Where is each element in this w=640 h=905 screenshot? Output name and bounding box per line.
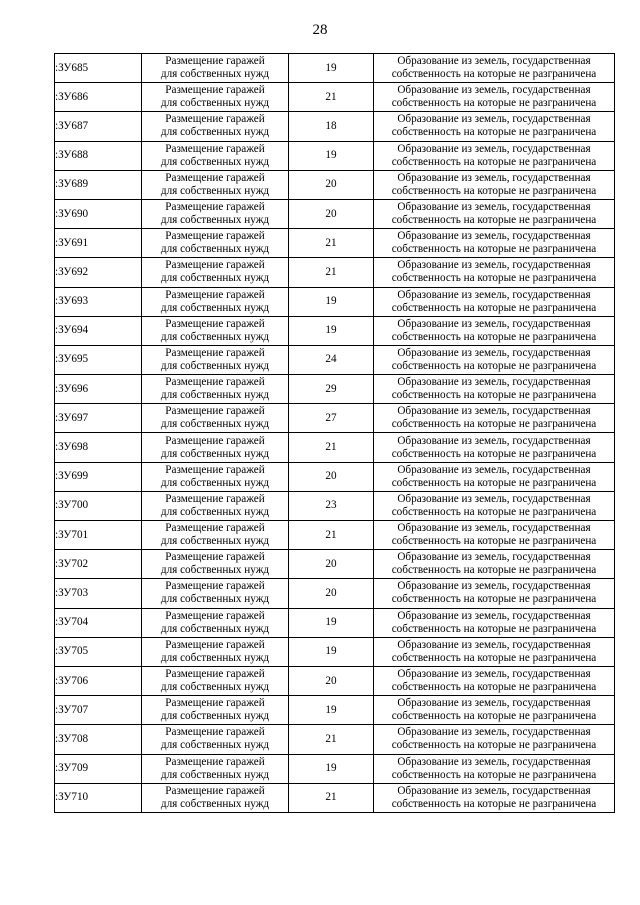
permitted-use-line-1: Размещение гаражей [165, 463, 265, 476]
parcel-id: :ЗУ700 [55, 499, 89, 512]
formation-method-line-2: собственность на которые не разграничена [391, 155, 597, 168]
table-row [55, 404, 615, 433]
parcel-id: :ЗУ701 [55, 528, 89, 541]
parcel-id: :ЗУ703 [55, 586, 89, 599]
area-cell [289, 666, 374, 695]
area-cell [289, 579, 374, 608]
permitted-use-line-2: для собственных нужд [160, 301, 270, 314]
formation-method-line-2: собственность на которые не разграничена [391, 243, 597, 256]
table-row [55, 170, 615, 199]
table-row [55, 637, 615, 666]
formation-method-line-1: Образование из земель, государственная [397, 113, 591, 126]
formation-method-line-1: Образование из земель, государственная [397, 405, 591, 418]
formation-method-line-2: собственность на которые не разграничена [391, 622, 597, 635]
parcel-id-cell [55, 404, 142, 433]
parcel-id-cell [55, 433, 142, 462]
parcel-id-cell [55, 316, 142, 345]
formation-method-line-2: собственность на которые не разграничена [391, 330, 597, 343]
permitted-use-line-2: для собственных нужд [160, 476, 270, 489]
parcel-id-cell [55, 112, 142, 141]
parcel-id: :ЗУ687 [55, 119, 89, 132]
permitted-use-line-2: для собственных нужд [160, 389, 270, 402]
parcel-id: :ЗУ685 [55, 61, 89, 74]
permitted-use-line-2: для собственных нужд [160, 447, 270, 460]
formation-method-line-2: собственность на которые не разграничена [391, 651, 597, 664]
area-cell [289, 521, 374, 550]
permitted-use-line-1: Размещение гаражей [165, 376, 265, 389]
formation-method-line-2: собственность на которые не разграничена [391, 214, 597, 227]
area-value: 19 [325, 324, 337, 337]
area-cell [289, 229, 374, 258]
parcel-id: :ЗУ697 [55, 411, 89, 424]
area-cell [289, 550, 374, 579]
table-row [55, 316, 615, 345]
permitted-use-line-1: Размещение гаражей [165, 259, 265, 272]
permitted-use-cell [142, 433, 289, 462]
area-value: 19 [325, 645, 337, 658]
parcel-id-cell [55, 83, 142, 112]
permitted-use-cell [142, 170, 289, 199]
table-row [55, 112, 615, 141]
parcel-id-cell [55, 141, 142, 170]
area-cell [289, 316, 374, 345]
formation-method-line-1: Образование из земель, государственная [397, 317, 591, 330]
formation-method-line-2: собственность на которые не разграничена [391, 768, 597, 781]
permitted-use-line-2: для собственных нужд [160, 681, 270, 694]
permitted-use-line-1: Размещение гаражей [165, 726, 265, 739]
area-cell [289, 287, 374, 316]
formation-method-line-1: Образование из земель, государственная [397, 638, 591, 651]
permitted-use-line-2: для собственных нужд [160, 710, 270, 723]
permitted-use-line-1: Размещение гаражей [165, 551, 265, 564]
area-value: 19 [325, 703, 337, 716]
permitted-use-line-2: для собственных нужд [160, 330, 270, 343]
area-cell [289, 462, 374, 491]
table-row [55, 696, 615, 725]
formation-method-line-2: собственность на которые не разграничена [391, 418, 597, 431]
area-value: 20 [325, 207, 337, 220]
formation-method-line-1: Образование из земель, государственная [397, 580, 591, 593]
permitted-use-cell [142, 666, 289, 695]
permitted-use-cell [142, 521, 289, 550]
formation-method-cell [374, 521, 615, 550]
parcel-id-cell [55, 229, 142, 258]
formation-method-cell [374, 316, 615, 345]
permitted-use-line-1: Размещение гаражей [165, 638, 265, 651]
table-row [55, 229, 615, 258]
permitted-use-line-1: Размещение гаражей [165, 55, 265, 68]
formation-method-cell [374, 404, 615, 433]
formation-method-line-2: собственность на которые не разграничена [391, 184, 597, 197]
area-value: 29 [325, 382, 337, 395]
formation-method-cell [374, 462, 615, 491]
permitted-use-cell [142, 83, 289, 112]
formation-method-line-1: Образование из земель, государственная [397, 784, 591, 797]
area-cell [289, 54, 374, 83]
permitted-use-cell [142, 112, 289, 141]
permitted-use-cell [142, 141, 289, 170]
table-row [55, 666, 615, 695]
area-cell [289, 433, 374, 462]
parcel-id-cell [55, 666, 142, 695]
permitted-use-line-2: для собственных нужд [160, 768, 270, 781]
formation-method-line-1: Образование из земель, государственная [397, 288, 591, 301]
formation-method-cell [374, 83, 615, 112]
permitted-use-cell [142, 579, 289, 608]
table-row [55, 54, 615, 83]
permitted-use-line-1: Размещение гаражей [165, 142, 265, 155]
formation-method-cell [374, 579, 615, 608]
parcel-id-cell [55, 258, 142, 287]
formation-method-line-2: собственность на которые не разграничена [391, 797, 597, 810]
permitted-use-cell [142, 375, 289, 404]
parcel-id: :ЗУ709 [55, 762, 89, 775]
formation-method-line-1: Образование из земель, государственная [397, 755, 591, 768]
table-row [55, 83, 615, 112]
parcel-id: :ЗУ692 [55, 265, 89, 278]
table-row [55, 579, 615, 608]
formation-method-line-2: собственность на которые не разграничена [391, 710, 597, 723]
permitted-use-line-2: для собственных нужд [160, 359, 270, 372]
area-cell [289, 170, 374, 199]
parcel-id-cell [55, 375, 142, 404]
formation-method-line-1: Образование из земель, государственная [397, 346, 591, 359]
permitted-use-line-1: Размещение гаражей [165, 317, 265, 330]
land-parcels-table [54, 53, 615, 813]
formation-method-line-2: собственность на которые не разграничена [391, 564, 597, 577]
permitted-use-line-1: Размещение гаражей [165, 113, 265, 126]
table-row [55, 462, 615, 491]
permitted-use-cell [142, 54, 289, 83]
permitted-use-line-2: для собственных нужд [160, 797, 270, 810]
area-cell [289, 199, 374, 228]
permitted-use-line-1: Размещение гаражей [165, 784, 265, 797]
parcel-id-cell [55, 199, 142, 228]
permitted-use-line-2: для собственных нужд [160, 68, 270, 81]
permitted-use-cell [142, 491, 289, 520]
permitted-use-line-1: Размещение гаражей [165, 288, 265, 301]
permitted-use-cell [142, 696, 289, 725]
formation-method-line-1: Образование из земель, государственная [397, 668, 591, 681]
parcel-id: :ЗУ693 [55, 295, 89, 308]
parcel-id: :ЗУ696 [55, 382, 89, 395]
formation-method-cell [374, 783, 615, 812]
area-value: 21 [325, 732, 337, 745]
formation-method-line-2: собственность на которые не разграничена [391, 739, 597, 752]
formation-method-line-2: собственность на которые не разграничена [391, 301, 597, 314]
area-cell [289, 112, 374, 141]
area-value: 18 [325, 119, 337, 132]
area-value: 23 [325, 499, 337, 512]
formation-method-line-2: собственность на которые не разграничена [391, 126, 597, 139]
permitted-use-line-1: Размещение гаражей [165, 755, 265, 768]
table-row [55, 345, 615, 374]
parcel-id-cell [55, 550, 142, 579]
permitted-use-line-1: Размещение гаражей [165, 230, 265, 243]
area-cell [289, 608, 374, 637]
area-value: 24 [325, 353, 337, 366]
parcel-id-cell [55, 608, 142, 637]
parcel-id-cell [55, 521, 142, 550]
area-cell [289, 754, 374, 783]
parcel-id: :ЗУ706 [55, 674, 89, 687]
formation-method-cell [374, 141, 615, 170]
parcel-id: :ЗУ704 [55, 616, 89, 629]
permitted-use-line-2: для собственных нужд [160, 564, 270, 577]
permitted-use-cell [142, 199, 289, 228]
formation-method-cell [374, 725, 615, 754]
permitted-use-line-2: для собственных нужд [160, 126, 270, 139]
formation-method-line-1: Образование из земель, государственная [397, 376, 591, 389]
formation-method-cell [374, 170, 615, 199]
permitted-use-cell [142, 550, 289, 579]
table-row [55, 754, 615, 783]
formation-method-line-1: Образование из земель, государственная [397, 492, 591, 505]
permitted-use-line-2: для собственных нужд [160, 593, 270, 606]
table-row [55, 521, 615, 550]
area-value: 21 [325, 265, 337, 278]
formation-method-line-2: собственность на которые не разграничена [391, 389, 597, 402]
formation-method-cell [374, 696, 615, 725]
formation-method-line-2: собственность на которые не разграничена [391, 535, 597, 548]
permitted-use-line-1: Размещение гаражей [165, 609, 265, 622]
parcel-id-cell [55, 579, 142, 608]
formation-method-line-2: собственность на которые не разграничена [391, 97, 597, 110]
formation-method-cell [374, 112, 615, 141]
parcel-id-cell [55, 754, 142, 783]
formation-method-cell [374, 666, 615, 695]
formation-method-cell [374, 433, 615, 462]
area-value: 21 [325, 791, 337, 804]
table-row [55, 550, 615, 579]
formation-method-cell [374, 229, 615, 258]
area-value: 27 [325, 411, 337, 424]
area-cell [289, 637, 374, 666]
area-cell [289, 491, 374, 520]
permitted-use-cell [142, 783, 289, 812]
parcel-id-cell [55, 783, 142, 812]
parcel-id-cell [55, 462, 142, 491]
permitted-use-cell [142, 608, 289, 637]
formation-method-cell [374, 54, 615, 83]
parcel-id: :ЗУ702 [55, 557, 89, 570]
formation-method-line-1: Образование из земель, государственная [397, 201, 591, 214]
area-cell [289, 404, 374, 433]
table-row [55, 141, 615, 170]
parcel-id: :ЗУ689 [55, 178, 89, 191]
table-body [55, 54, 615, 813]
area-value: 21 [325, 441, 337, 454]
permitted-use-cell [142, 462, 289, 491]
formation-method-line-2: собственность на которые не разграничена [391, 476, 597, 489]
parcel-id-cell [55, 491, 142, 520]
formation-method-line-2: собственность на которые не разграничена [391, 681, 597, 694]
area-cell [289, 83, 374, 112]
area-value: 19 [325, 616, 337, 629]
permitted-use-cell [142, 258, 289, 287]
permitted-use-line-1: Размещение гаражей [165, 405, 265, 418]
parcel-id: :ЗУ708 [55, 732, 89, 745]
permitted-use-line-2: для собственных нужд [160, 651, 270, 664]
permitted-use-line-1: Размещение гаражей [165, 522, 265, 535]
formation-method-line-1: Образование из земель, государственная [397, 142, 591, 155]
formation-method-line-2: собственность на которые не разграничена [391, 505, 597, 518]
permitted-use-line-1: Размещение гаражей [165, 346, 265, 359]
area-value: 21 [325, 528, 337, 541]
permitted-use-cell [142, 316, 289, 345]
formation-method-line-1: Образование из земель, государственная [397, 609, 591, 622]
area-value: 20 [325, 178, 337, 191]
area-value: 20 [325, 674, 337, 687]
area-value: 21 [325, 236, 337, 249]
area-value: 20 [325, 586, 337, 599]
formation-method-line-1: Образование из земель, государственная [397, 171, 591, 184]
formation-method-line-1: Образование из земель, государственная [397, 84, 591, 97]
permitted-use-line-1: Размещение гаражей [165, 434, 265, 447]
formation-method-cell [374, 345, 615, 374]
parcel-id: :ЗУ688 [55, 149, 89, 162]
table-row [55, 608, 615, 637]
area-value: 20 [325, 470, 337, 483]
table-row [55, 287, 615, 316]
parcel-id-cell [55, 287, 142, 316]
table-row [55, 199, 615, 228]
permitted-use-line-1: Размещение гаражей [165, 84, 265, 97]
formation-method-cell [374, 258, 615, 287]
formation-method-cell [374, 199, 615, 228]
formation-method-line-1: Образование из земель, государственная [397, 463, 591, 476]
permitted-use-cell [142, 229, 289, 258]
formation-method-cell [374, 491, 615, 520]
formation-method-line-1: Образование из земель, государственная [397, 434, 591, 447]
parcel-id-cell [55, 637, 142, 666]
area-cell [289, 783, 374, 812]
parcel-id: :ЗУ698 [55, 441, 89, 454]
table-row [55, 375, 615, 404]
permitted-use-line-2: для собственных нужд [160, 739, 270, 752]
permitted-use-line-1: Размещение гаражей [165, 201, 265, 214]
area-cell [289, 258, 374, 287]
permitted-use-line-2: для собственных нужд [160, 505, 270, 518]
formation-method-cell [374, 637, 615, 666]
area-cell [289, 375, 374, 404]
permitted-use-line-2: для собственных нужд [160, 184, 270, 197]
parcel-id: :ЗУ691 [55, 236, 89, 249]
formation-method-line-2: собственность на которые не разграничена [391, 593, 597, 606]
area-cell [289, 141, 374, 170]
table-row [55, 491, 615, 520]
formation-method-line-2: собственность на которые не разграничена [391, 68, 597, 81]
area-value: 20 [325, 557, 337, 570]
permitted-use-line-1: Размещение гаражей [165, 492, 265, 505]
area-cell [289, 696, 374, 725]
parcel-id: :ЗУ710 [55, 791, 89, 804]
formation-method-cell [374, 375, 615, 404]
permitted-use-line-2: для собственных нужд [160, 535, 270, 548]
formation-method-line-1: Образование из земель, государственная [397, 522, 591, 535]
formation-method-line-1: Образование из земель, государственная [397, 55, 591, 68]
formation-method-line-1: Образование из земель, государственная [397, 551, 591, 564]
parcel-id: :ЗУ694 [55, 324, 89, 337]
area-value: 19 [325, 295, 337, 308]
parcel-id: :ЗУ705 [55, 645, 89, 658]
parcel-id-cell [55, 696, 142, 725]
permitted-use-line-2: для собственных нужд [160, 272, 270, 285]
permitted-use-line-2: для собственных нужд [160, 155, 270, 168]
area-value: 19 [325, 61, 337, 74]
formation-method-cell [374, 287, 615, 316]
parcel-id-cell [55, 54, 142, 83]
area-value: 19 [325, 149, 337, 162]
area-value: 21 [325, 90, 337, 103]
permitted-use-cell [142, 287, 289, 316]
permitted-use-line-2: для собственных нужд [160, 214, 270, 227]
area-value: 19 [325, 762, 337, 775]
formation-method-cell [374, 550, 615, 579]
formation-method-line-1: Образование из земель, государственная [397, 230, 591, 243]
parcel-id: :ЗУ690 [55, 207, 89, 220]
formation-method-line-2: собственность на которые не разграничена [391, 447, 597, 460]
parcel-id: :ЗУ707 [55, 703, 89, 716]
table-row [55, 783, 615, 812]
formation-method-line-1: Образование из земель, государственная [397, 259, 591, 272]
formation-method-line-1: Образование из земель, государственная [397, 697, 591, 710]
formation-method-cell [374, 754, 615, 783]
parcel-id: :ЗУ686 [55, 90, 89, 103]
formation-method-line-2: собственность на которые не разграничена [391, 272, 597, 285]
table-row [55, 725, 615, 754]
permitted-use-cell [142, 637, 289, 666]
formation-method-line-2: собственность на которые не разграничена [391, 359, 597, 372]
parcel-id-cell [55, 170, 142, 199]
permitted-use-line-2: для собственных нужд [160, 243, 270, 256]
parcel-id-cell [55, 345, 142, 374]
permitted-use-cell [142, 404, 289, 433]
page-number: 28 [312, 22, 328, 38]
permitted-use-line-1: Размещение гаражей [165, 697, 265, 710]
area-cell [289, 345, 374, 374]
permitted-use-line-2: для собственных нужд [160, 622, 270, 635]
parcel-id-cell [55, 725, 142, 754]
permitted-use-cell [142, 725, 289, 754]
formation-method-cell [374, 608, 615, 637]
table-row [55, 258, 615, 287]
permitted-use-cell [142, 754, 289, 783]
permitted-use-cell [142, 345, 289, 374]
area-cell [289, 725, 374, 754]
table-row [55, 433, 615, 462]
permitted-use-line-2: для собственных нужд [160, 418, 270, 431]
permitted-use-line-2: для собственных нужд [160, 97, 270, 110]
parcel-id: :ЗУ699 [55, 470, 89, 483]
parcel-id: :ЗУ695 [55, 353, 89, 366]
permitted-use-line-1: Размещение гаражей [165, 668, 265, 681]
permitted-use-line-1: Размещение гаражей [165, 171, 265, 184]
permitted-use-line-1: Размещение гаражей [165, 580, 265, 593]
formation-method-line-1: Образование из земель, государственная [397, 726, 591, 739]
